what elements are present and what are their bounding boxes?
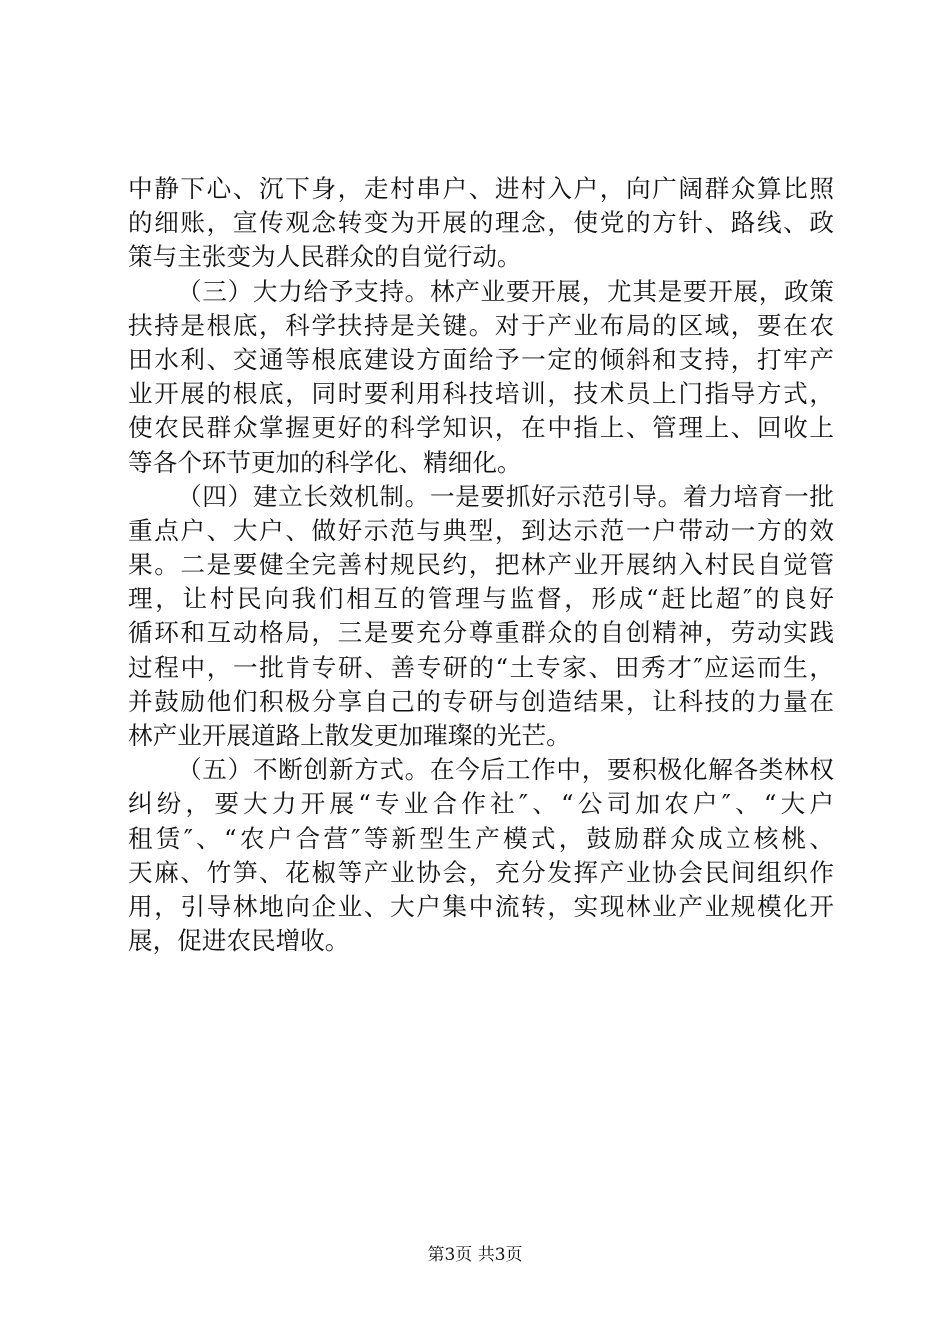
text-line: 果。二是要健全完善村规民约，把林产业开展纳入村民自觉管 — [128, 550, 834, 580]
text-line: 纠纷，要大力开展“专业合作社″、“公司加农户″、“大户 — [128, 789, 834, 819]
text-line: 田水利、交通等根底建设方面给予一定的倾斜和支持，打牢产 — [128, 344, 834, 374]
text-line: 展，促进农民增收。 — [128, 926, 350, 956]
document-body — [128, 172, 834, 958]
text-line: （四）建立长效机制。一是要抓好示范引导。着力培育一批 — [177, 481, 834, 511]
text-line: 过程中，一批肯专研、善专研的“土专家、田秀才″应运而生， — [128, 652, 834, 682]
text-line: 租赁″、“农户合营″等新型生产模式，鼓励群众成立核桃、 — [128, 823, 834, 853]
text-line: 业开展的根底，同时要利用科技培训，技术员上门指导方式， — [128, 379, 834, 409]
text-line: 用，引导林地向企业、大户集中流转，实现林业产业规模化开 — [128, 891, 834, 921]
page-number-footer: 第3页 共3页 — [427, 1245, 523, 1265]
text-line: 天麻、竹笋、花椒等产业协会，充分发挥产业协会民间组织作 — [128, 857, 834, 887]
text-line: （三）大力给予支持。林产业要开展，尤其是要开展，政策 — [177, 276, 834, 306]
text-line: 的细账，宣传观念转变为开展的理念，使党的方针、路线、政 — [128, 208, 834, 238]
text-line: 林产业开展道路上散发更加璀璨的光芒。 — [128, 721, 571, 750]
text-line: 等各个环节更加的科学化、精细化。 — [128, 447, 522, 477]
text-line: 并鼓励他们积极分享自己的专研与创造结果，让科技的力量在 — [128, 686, 834, 716]
text-line: 理，让村民向我们相互的管理与监督，形成“赶比超″的良好 — [128, 584, 834, 614]
text-line: 中静下心、沉下身，走村串户、进村入户，向广阔群众算比照 — [128, 174, 834, 203]
text-line: 扶持是根底，科学扶持是关键。对于产业布局的区域，要在农 — [128, 310, 834, 340]
text-line: 策与主张变为人民群众的自觉行动。 — [128, 242, 522, 272]
text-line: 重点户、大户、做好示范与典型，到达示范一户带动一方的效 — [128, 515, 834, 545]
text-line: 使农民群众掌握更好的科学知识，在中指上、管理上、回收上 — [128, 413, 834, 443]
text-line: 循环和互动格局，三是要充分尊重群众的自创精神，劳动实践 — [128, 618, 834, 648]
text-line: （五）不断创新方式。在今后工作中，要积极化解各类林权 — [177, 755, 834, 785]
